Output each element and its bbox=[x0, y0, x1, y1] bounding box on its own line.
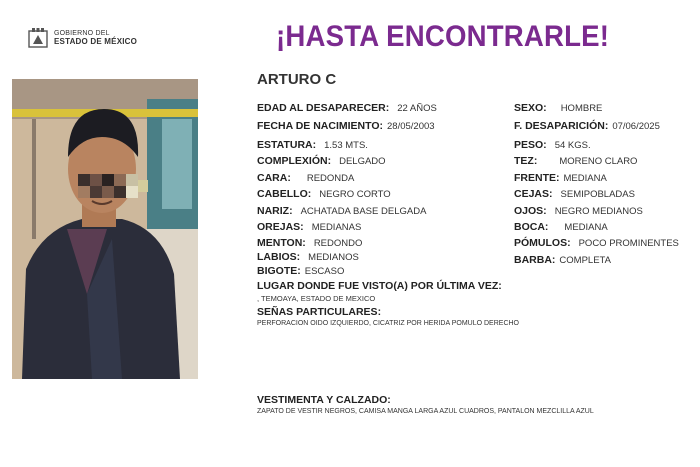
field-label: NARIZ: bbox=[257, 205, 293, 217]
field-value: REDONDO bbox=[313, 238, 363, 249]
field-value: REDONDA bbox=[306, 173, 355, 184]
field-cejas bbox=[514, 188, 635, 201]
logo-line-1: GOBIERNO DEL bbox=[54, 30, 110, 37]
field-orejas bbox=[257, 221, 361, 234]
field-label: F. DESAPARICIÓN: bbox=[514, 120, 609, 132]
field-estatura bbox=[257, 139, 368, 152]
field-label: BARBA: bbox=[514, 254, 556, 266]
field-label: LABIOS: bbox=[257, 251, 301, 263]
field-label: CABELLO: bbox=[257, 188, 312, 200]
field-label: BOCA: bbox=[514, 221, 549, 233]
field-label: OJOS: bbox=[514, 205, 547, 217]
field-ojos bbox=[514, 205, 643, 218]
last-seen-title: LUGAR DONDE FUE VISTO(A) POR ÚLTIMA VEZ: bbox=[257, 280, 502, 292]
field-value: 22 AÑOS bbox=[397, 103, 437, 114]
field-fecha-nacimiento bbox=[257, 120, 435, 133]
field-label: ESTATURA: bbox=[257, 139, 317, 151]
field-pomulos bbox=[514, 237, 679, 250]
headline: ¡HASTA ENCONTRARLE! bbox=[276, 20, 610, 53]
field-menton bbox=[257, 237, 362, 250]
field-value: COMPLETA bbox=[559, 255, 611, 266]
person-illustration bbox=[12, 79, 198, 379]
field-value: 54 KGS. bbox=[554, 140, 591, 151]
person-name: ARTURO C bbox=[257, 71, 337, 88]
marks-title: SEÑAS PARTICULARES: bbox=[257, 306, 382, 318]
field-label: BIGOTE: bbox=[257, 265, 301, 277]
clothing-title: VESTIMENTA Y CALZADO: bbox=[257, 394, 391, 406]
field-fecha-desaparicion bbox=[514, 120, 660, 133]
field-value: MEDIANA bbox=[564, 222, 608, 233]
field-bigote bbox=[257, 265, 344, 278]
field-complexion bbox=[257, 155, 386, 168]
field-value: MORENO CLARO bbox=[559, 156, 638, 167]
field-value: MEDIANAS bbox=[311, 222, 362, 233]
field-label: FECHA DE NACIMIENTO: bbox=[257, 120, 383, 132]
field-value: ACHATADA BASE DELGADA bbox=[300, 206, 427, 217]
logo-line-2: ESTADO DE MÉXICO bbox=[54, 37, 138, 46]
field-value: 28/05/2003 bbox=[387, 121, 435, 132]
field-value: ESCASO bbox=[304, 266, 345, 277]
field-sexo bbox=[514, 102, 602, 115]
field-label: SEXO: bbox=[514, 102, 547, 114]
field-value: MEDIANA bbox=[563, 173, 607, 184]
field-peso bbox=[514, 139, 591, 152]
field-label: OREJAS: bbox=[257, 221, 304, 233]
field-cara bbox=[257, 172, 354, 185]
field-label: PESO: bbox=[514, 139, 547, 151]
field-label: COMPLEXIÓN: bbox=[257, 155, 332, 167]
field-cabello bbox=[257, 188, 391, 201]
last-seen-text: , TEMOAYA, ESTADO DE MEXICO bbox=[257, 294, 376, 303]
field-value: MEDIANOS bbox=[308, 252, 359, 263]
marks-text: PERFORACION OIDO IZQUIERDO, CICATRIZ POR HERIDA POMULO DERECHO bbox=[257, 320, 520, 327]
field-nariz bbox=[257, 205, 426, 218]
field-value: 07/06/2025 bbox=[612, 121, 660, 132]
field-value: POCO PROMINENTES bbox=[578, 238, 679, 249]
field-label: EDAD AL DESAPARECER: bbox=[257, 102, 390, 114]
field-value: NEGRO MEDIANOS bbox=[554, 206, 643, 217]
field-label: TEZ: bbox=[514, 155, 538, 167]
field-label: CEJAS: bbox=[514, 188, 553, 200]
field-value: SEMIPOBLADAS bbox=[560, 189, 635, 200]
coat-of-arms-icon bbox=[28, 27, 48, 49]
field-boca bbox=[514, 221, 608, 234]
field-value: 1.53 MTS. bbox=[324, 140, 368, 151]
field-value: DELGADO bbox=[339, 156, 386, 167]
field-label: MENTON: bbox=[257, 237, 306, 249]
field-value: HOMBRE bbox=[560, 103, 603, 114]
field-barba bbox=[514, 254, 611, 267]
field-label: CARA: bbox=[257, 172, 291, 184]
government-logo bbox=[28, 27, 137, 49]
person-photo bbox=[12, 79, 198, 379]
clothing-text: ZAPATO DE VESTIR NEGROS, CAMISA MANGA LARGA AZUL CUADROS, PANTALON MEZCLILLA AZUL bbox=[257, 408, 594, 415]
field-value: NEGRO CORTO bbox=[319, 189, 391, 200]
field-edad bbox=[257, 102, 437, 115]
field-label: FRENTE: bbox=[514, 172, 560, 184]
field-label: PÓMULOS: bbox=[514, 237, 571, 249]
field-labios bbox=[257, 251, 359, 264]
field-tez bbox=[514, 155, 637, 168]
field-frente bbox=[514, 172, 607, 185]
